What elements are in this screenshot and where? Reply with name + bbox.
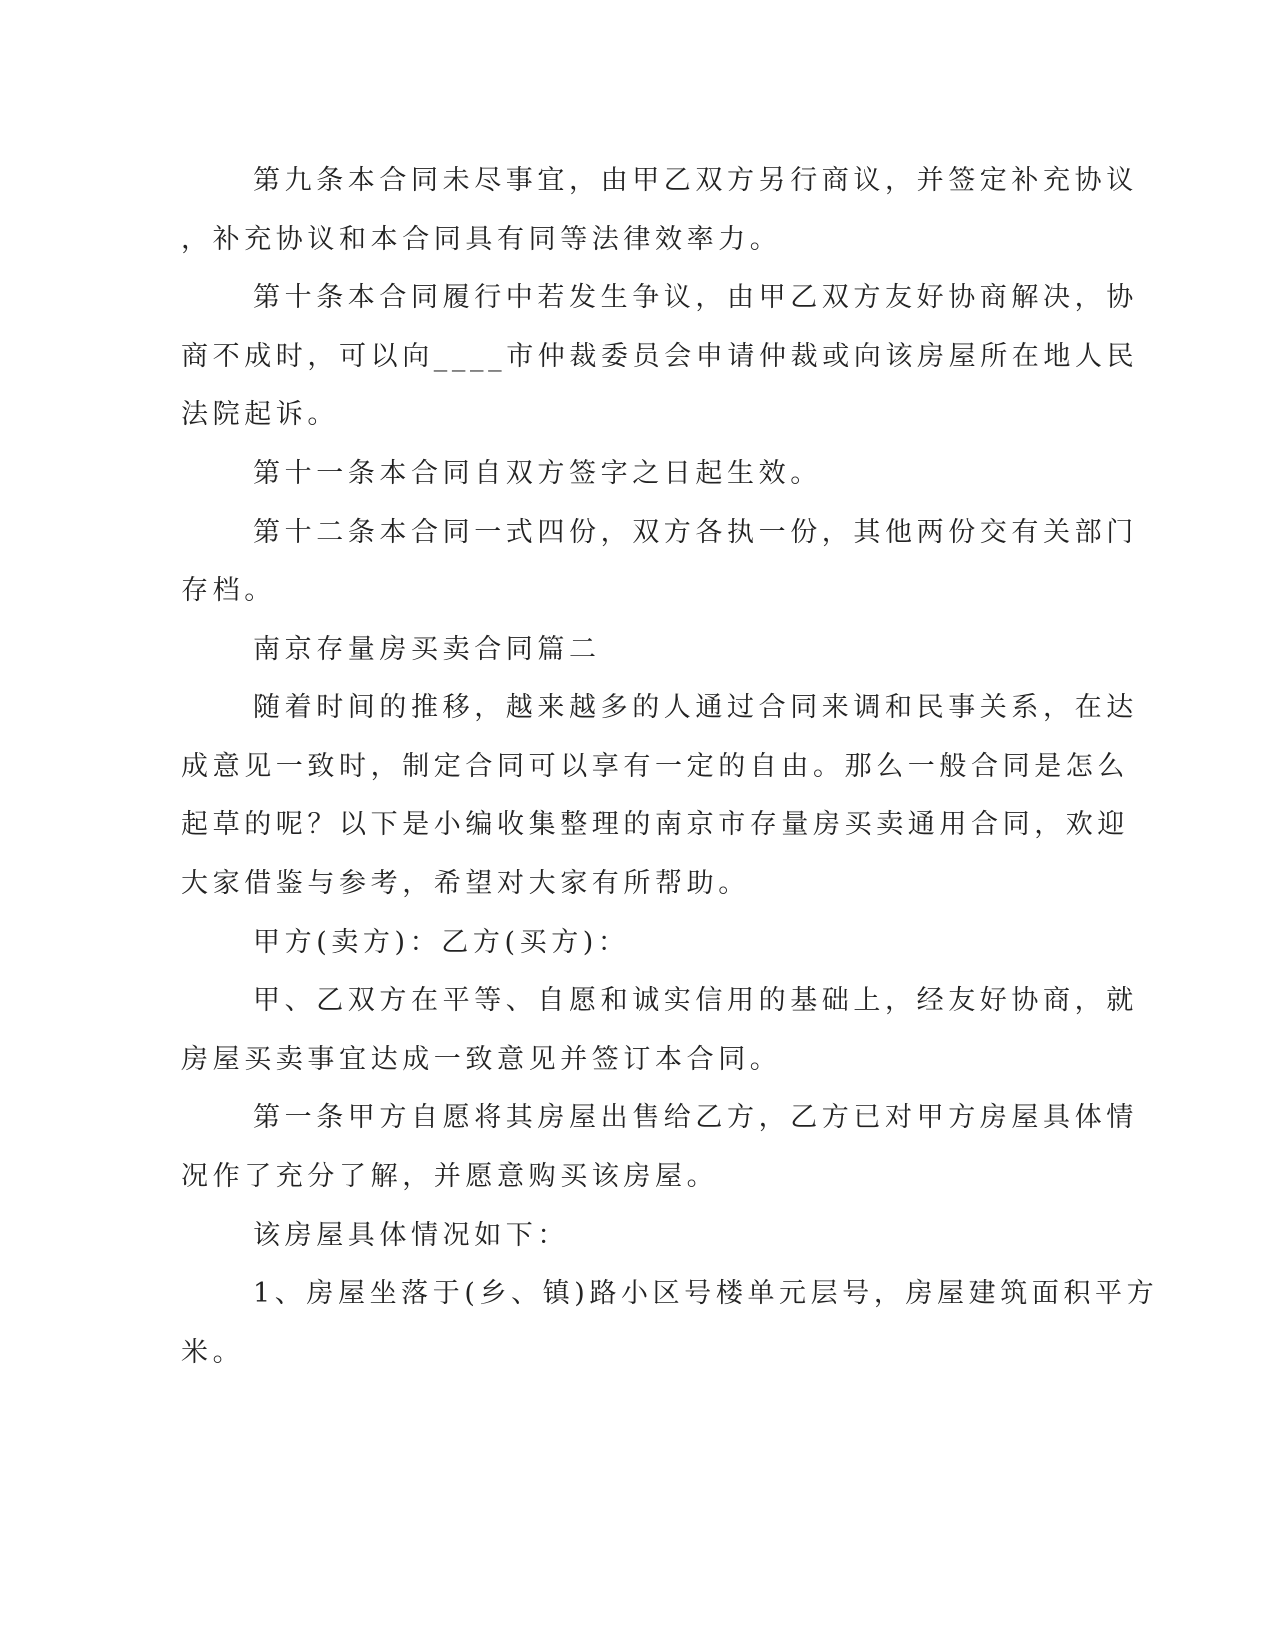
section-heading: 南京存量房买卖合同篇二 — [253, 634, 601, 665]
parties-line: 甲方(卖方)：乙方(买方)： — [253, 927, 630, 958]
clause-11-line-1: 第十一条本合同自双方签字之日起生效。 — [253, 458, 822, 489]
clause-10-line-2: 商不成时，可以向____市仲裁委员会申请仲裁或向该房屋所在地人民 — [181, 341, 1139, 372]
intro-line-4: 大家借鉴与参考，希望对大家有所帮助。 — [181, 868, 750, 899]
preamble-line-1: 甲、乙双方在平等、自愿和诚实信用的基础上，经友好协商，就 — [253, 985, 1138, 1016]
clause-1-line-2: 况作了充分了解，并愿意购买该房屋。 — [181, 1161, 719, 1192]
intro-line-3: 起草的呢？以下是小编收集整理的南京市存量房买卖通用合同，欢迎 — [181, 809, 1129, 840]
clause-10-line-3: 法院起诉。 — [181, 399, 339, 430]
clause-10-line-1: 第十条本合同履行中若发生争议，由甲乙双方友好协商解决，协 — [253, 282, 1138, 313]
intro-line-1: 随着时间的推移，越来越多的人通过合同来调和民事关系，在达 — [253, 692, 1138, 723]
item-1-line-2: 米。 — [181, 1337, 245, 1368]
preamble-line-2: 房屋买卖事宜达成一致意见并签订本合同。 — [181, 1044, 782, 1075]
clause-9-line-2: ，补充协议和本合同具有同等法律效率力。 — [181, 224, 782, 255]
intro-line-2: 成意见一致时，制定合同可以享有一定的自由。那么一般合同是怎么 — [181, 751, 1129, 782]
clause-12-line-1: 第十二条本合同一式四份，双方各执一份，其他两份交有关部门 — [253, 517, 1138, 548]
item-1-line-1: 1、房屋坐落于(乡、镇)路小区号楼单元层号，房屋建筑面积平方 — [253, 1278, 1159, 1309]
property-details-heading: 该房屋具体情况如下： — [253, 1220, 569, 1251]
clause-12-line-2: 存档。 — [181, 575, 276, 606]
clause-1-line-1: 第一条甲方自愿将其房屋出售给乙方，乙方已对甲方房屋具体情 — [253, 1102, 1138, 1133]
clause-9-line-1: 第九条本合同未尽事宜，由甲乙双方另行商议，并签定补充协议 — [253, 165, 1138, 196]
